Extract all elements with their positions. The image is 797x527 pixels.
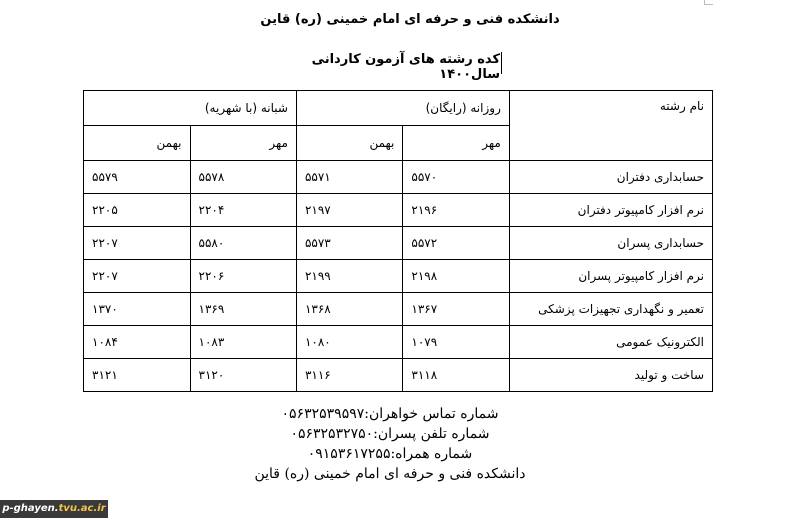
code-cell: ۲۲۰۷ — [84, 227, 191, 260]
code-cell: ۲۱۹۹ — [296, 260, 402, 293]
field-name-cell: نرم افزار کامپیوتر دفتران — [509, 194, 712, 227]
code-cell: ۱۰۸۳ — [190, 326, 296, 359]
table-row — [84, 161, 713, 194]
code-cell: ۱۳۶۸ — [296, 293, 402, 326]
code-cell: ۵۵۸۰ — [190, 227, 296, 260]
code-cell: ۱۰۸۴ — [84, 326, 191, 359]
code-cell: ۳۱۱۶ — [296, 359, 402, 392]
evening-mehr-header: مهر — [190, 126, 296, 161]
code-cell: ۳۱۲۰ — [190, 359, 296, 392]
daytime-group-header: روزانه (رایگان) — [296, 91, 509, 126]
daytime-bahman-header: بهمن — [296, 126, 402, 161]
field-name-cell: تعمیر و نگهداری تجهیزات پزشکی — [509, 293, 712, 326]
code-cell: ۱۰۷۹ — [403, 326, 509, 359]
code-cell: ۲۱۹۶ — [403, 194, 509, 227]
code-cell: ۵۵۷۹ — [84, 161, 191, 194]
field-name-cell: الکترونیک عمومی — [509, 326, 712, 359]
field-name-cell: نرم افزار کامپیوتر پسران — [509, 260, 712, 293]
code-cell: ۵۵۷۳ — [296, 227, 402, 260]
table-row — [84, 227, 713, 260]
code-cell: ۱۳۷۰ — [84, 293, 191, 326]
code-cell: ۵۵۷۲ — [403, 227, 509, 260]
table-row — [84, 260, 713, 293]
document-subtitle: کده رشته های آزمون کاردانی سال۱۴۰۰ — [311, 52, 500, 82]
code-cell: ۵۵۷۸ — [190, 161, 296, 194]
page-corner-mark — [704, 0, 713, 5]
code-cell: ۲۲۰۷ — [84, 260, 191, 293]
daytime-mehr-header: مهر — [403, 126, 509, 161]
field-name-cell: ساخت و تولید — [509, 359, 712, 392]
table-row — [84, 194, 713, 227]
table-row — [84, 326, 713, 359]
code-cell: ۲۱۹۷ — [296, 194, 402, 227]
evening-group-header: شبانه (با شهریه) — [84, 91, 297, 126]
contact-block — [200, 404, 580, 484]
code-cell: ۲۲۰۴ — [190, 194, 296, 227]
code-cell: ۱۳۶۹ — [190, 293, 296, 326]
field-name-cell: حسابداری پسران — [509, 227, 712, 260]
code-cell: ۲۲۰۶ — [190, 260, 296, 293]
code-cell: ۱۳۶۷ — [403, 293, 509, 326]
brothers-phone: شماره تلفن پسران:۰۵۶۳۲۵۳۲۷۵۰ — [290, 426, 490, 442]
sisters-phone: شماره تماس خواهران:۰۵۶۳۲۵۳۹۵۹۷ — [281, 406, 499, 422]
table-header-row — [84, 91, 713, 126]
evening-bahman-header: بهمن — [84, 126, 191, 161]
code-cell: ۲۱۹۸ — [403, 260, 509, 293]
code-cell: ۵۵۷۱ — [296, 161, 402, 194]
website-watermark — [0, 500, 108, 518]
table-row — [84, 359, 713, 392]
institution-name: دانشکده فنی و حرفه ای امام خمینی (ره) قاین — [254, 466, 526, 482]
code-cell: ۵۵۷۰ — [403, 161, 509, 194]
text-cursor — [501, 52, 502, 74]
table-row — [84, 293, 713, 326]
field-name-header: نام رشته — [509, 91, 712, 161]
mobile-phone: شماره همراه:۰۹۱۵۳۶۱۷۲۵۵ — [307, 446, 473, 462]
exam-codes-table — [83, 90, 713, 392]
website-domain: tvu.ac.ir — [58, 503, 106, 514]
website-prefix: p-ghayen. — [2, 503, 59, 514]
code-cell: ۱۰۸۰ — [296, 326, 402, 359]
document-title: دانشکده فنی و حرفه ای امام خمینی (ره) قاین — [260, 12, 560, 27]
code-cell: ۳۱۲۱ — [84, 359, 191, 392]
code-cell: ۲۲۰۵ — [84, 194, 191, 227]
code-cell: ۳۱۱۸ — [403, 359, 509, 392]
field-name-cell: حسابداری دفتران — [509, 161, 712, 194]
